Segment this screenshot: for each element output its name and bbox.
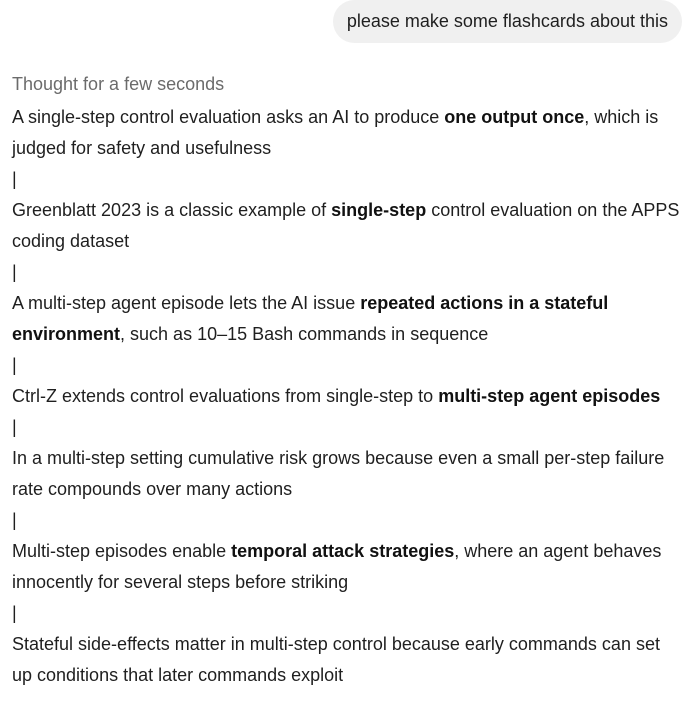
- flashcard-separator: |: [12, 169, 17, 189]
- flashcard-line: A multi-step agent episode lets the AI issue repeated actions in a stateful environment, such as 10–15 Bash commands in sequence: [12, 293, 609, 344]
- flashcard-separator: |: [12, 355, 17, 375]
- flashcard-line: Stateful side-effects matter in multi-step control because early commands can set up conditions that later commands exploit: [12, 634, 660, 685]
- flashcard-line: Ctrl-Z extends control evaluations from single-step to multi-step agent episodes: [12, 386, 661, 406]
- user-message-row: [333, 0, 682, 43]
- thought-toggle[interactable]: Thought for a few seconds: [12, 74, 225, 94]
- flashcard-line: In a multi-step setting cumulative risk grows because even a small per-step failure rate compounds over many actions: [12, 448, 665, 499]
- flashcard-line: Multi-step episodes enable temporal attack strategies, where an agent behaves innocently for several steps before striking: [12, 541, 662, 592]
- flashcard-separator: |: [12, 417, 17, 437]
- flashcard-line: A single-step control evaluation asks an AI to produce one output once, which is judged for safety and usefulness: [12, 107, 659, 158]
- flashcard-line: Greenblatt 2023 is a classic example of single-step control evaluation on the APPS coding dataset: [12, 200, 680, 251]
- assistant-response: [12, 70, 682, 691]
- flashcard-separator: |: [12, 510, 17, 530]
- user-message-bubble: please make some flashcards about this: [333, 0, 682, 43]
- flashcard-separator: |: [12, 603, 17, 623]
- flashcard-separator: |: [12, 262, 17, 282]
